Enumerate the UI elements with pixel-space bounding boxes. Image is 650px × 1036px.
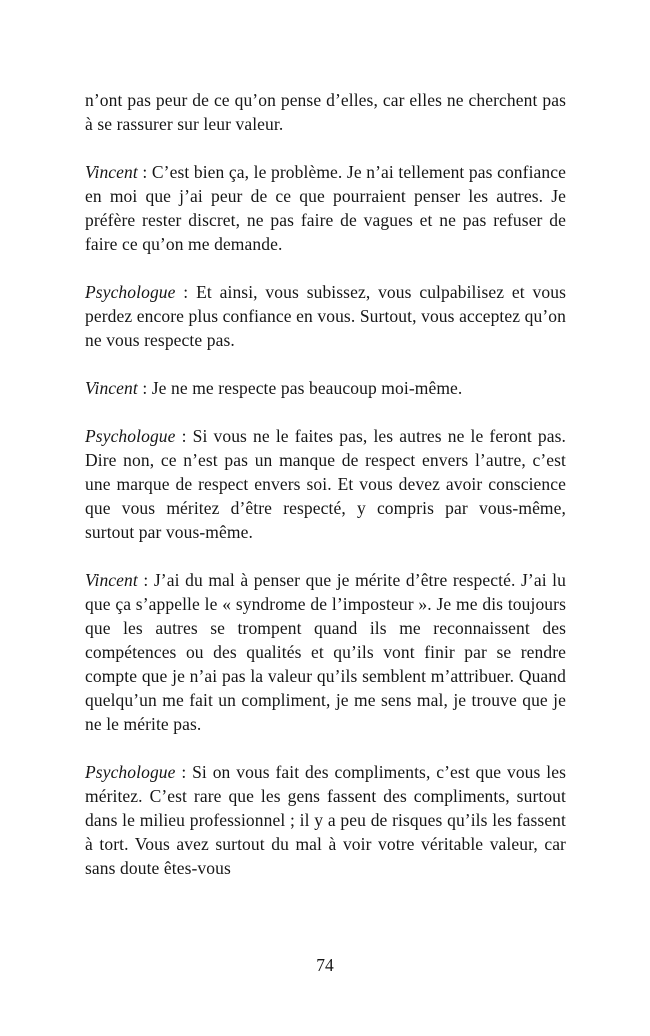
paragraph: Vincent : Je ne me respecte pas beaucoup moi-même. bbox=[85, 378, 463, 398]
text-block bbox=[85, 88, 566, 880]
paragraph: Vincent : C’est bien ça, le problème. Je n’ai tellement pas confiance en moi que j’ai peur de ce que pourraient penser les autres. Je préfère rester discret, ne pas faire de vagues et ne pas refuser de faire ce qu’on me demande. bbox=[85, 162, 566, 254]
speaker-name: Vincent bbox=[85, 162, 138, 182]
page-number: 74 bbox=[316, 955, 334, 975]
paragraph: Psychologue : Et ainsi, vous subissez, vous culpabilisez et vous perdez encore plus confiance en vous. Surtout, vous acceptez qu’on ne vous respecte pas. bbox=[85, 282, 566, 350]
paragraph: n’ont pas peur de ce qu’on pense d’elles, car elles ne cherchent pas à se rassurer sur leur valeur. bbox=[85, 90, 566, 134]
paragraph: Psychologue : Si on vous fait des compliments, c’est que vous les méritez. C’est rare que les gens fassent des compliments, surtout dans le milieu professionnel ; il y a peu de risques qu’ils les fassent à tort. Vous avez surtout du mal à voir votre véritable valeur, car sans doute êtes-vous bbox=[85, 762, 566, 878]
speaker-name: Psychologue bbox=[85, 282, 176, 302]
speaker-name: Psychologue bbox=[85, 426, 176, 446]
speaker-name: Vincent bbox=[85, 570, 138, 590]
paragraph: Psychologue : Si vous ne le faites pas, les autres ne le feront pas. Dire non, ce n’est pas un manque de respect envers l’autre, c’est une marque de respect envers soi. Et vous devez avoir conscience que vous méritez d’être respecté, y compris par vous-même, surtout par vous-même. bbox=[85, 426, 566, 542]
paragraph: Vincent : J’ai du mal à penser que je mérite d’être respecté. J’ai lu que ça s’appelle le « syndrome de l’imposteur ». Je me dis toujours que les autres se trompent quand ils me reconnaissent des compétences ou des qualités et qu’ils vont finir par se rendre compte que je n’ai pas la valeur qu’ils semblent m’attribuer. Quand quelqu’un me fait un compliment, je me sens mal, je trouve que je ne le mérite pas. bbox=[85, 570, 566, 734]
speaker-name: Vincent bbox=[85, 378, 138, 398]
speaker-name: Psychologue bbox=[85, 762, 176, 782]
